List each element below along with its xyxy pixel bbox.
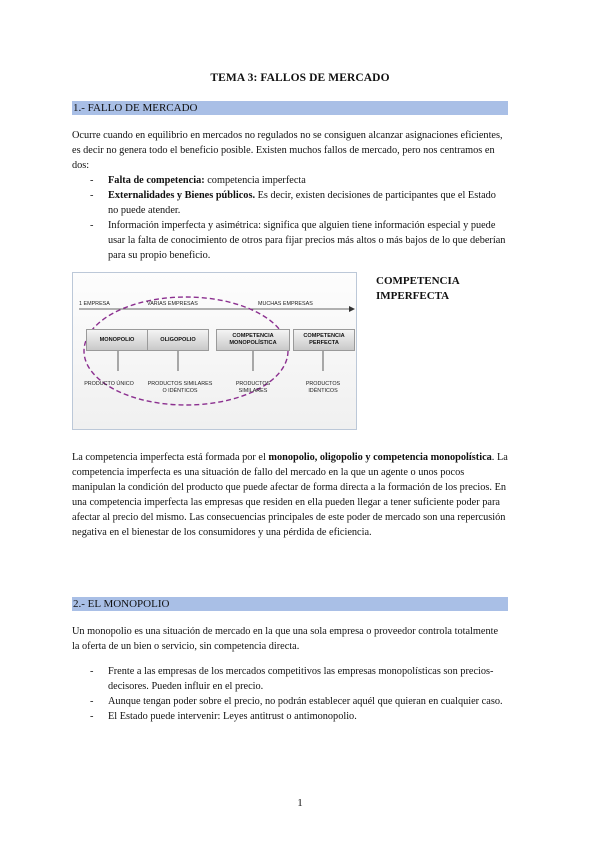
list-item: - Externalidades y Bienes públicos. Es decir, existen decisiones de participantes que el Estado no puede atender.: [72, 188, 508, 218]
list-item: - Frente a las empresas de los mercados competitivos las empresas monopolísticas son precios-decisores. Pueden influir en el precio.: [72, 664, 508, 694]
list-item: - Aunque tengan poder sobre el precio, no podrán establecer aquél que quieran en cualquier caso.: [72, 694, 508, 709]
diagram-lines: [73, 273, 358, 431]
box-monopolio: MONOPOLIO: [86, 329, 148, 351]
section2-bullet-list: [72, 664, 508, 724]
section1-body: [72, 128, 508, 263]
box-competencia-perfecta: COMPETENCIA PERFECTA: [293, 329, 355, 351]
list-item: - El Estado puede intervenir: Leyes antitrust o antimonopolio.: [72, 709, 508, 724]
page-number: 1: [297, 797, 303, 809]
axis-label-many: MUCHAS EMPRESAS: [258, 301, 313, 307]
product-label-similar: PRODUCTOS SIMILARES: [235, 381, 271, 394]
axis-label-several: VARIAS EMPRESAS: [147, 301, 198, 307]
list-item: - Información imperfecta y asimétrica: significa que alguien tiene información especial y puede usar la falta de conocimiento de otros para fijar precios más altos o más bajos de lo que deberían para su propio beneficio.: [72, 218, 508, 263]
box-competencia-monopolistica: COMPETENCIA MONOPOLÍSTICA: [216, 329, 290, 351]
list-item: - Falta de competencia: competencia imperfecta: [72, 173, 508, 188]
product-label-identical: PRODUCTOS IDÉNTICOS: [305, 381, 341, 394]
section1-bullet-list: [72, 173, 508, 263]
box-oligopolio: OLIGOPOLIO: [147, 329, 209, 351]
section1-intro: Ocurre cuando en equilibrio en mercados no regulados no se consiguen alcanzar asignaciones eficientes, es decir no genera todo el beneficio posible. Existen muchos fallos de mercado, pero nos centramos en dos:: [72, 130, 503, 171]
product-label-similar-identical: PRODUCTOS SIMILARES O IDÉNTICOS: [147, 381, 213, 394]
section2-body: [72, 664, 508, 724]
axis-label-one: 1 EMPRESA: [79, 301, 110, 307]
section2-intro: Un monopolio es una situación de mercado en la que una sola empresa o proveedor controla totalmente la oferta de un bien o servicio, sin competencia directa.: [72, 626, 499, 652]
product-label-unique: PRODUCTO ÚNICO: [84, 381, 134, 387]
figure-label: COMPETENCIA IMPERFECTA: [376, 275, 460, 302]
page-title: TEMA 3: FALLOS DE MERCADO: [210, 72, 390, 84]
section-heading-2: 2.- EL MONOPOLIO: [72, 597, 508, 611]
competition-diagram: [72, 272, 357, 430]
paragraph-competencia: La competencia imperfecta está formada por el monopolio, oligopolio y competencia monopolística. La competencia imperfecta es una situación de fallo del mercado en la que un agente o unos pocos manipulan la condición del producto que puede afectar de forma directa a la formación de los precios. En una competencia imperfecta las empresas que residen en ella pueden llegar a tener suficiente poder para afectar al precio del mismo. Las consecuencias principales de este poder de mercado son una repercusión negativa en el bienestar de los consumidores y una pérdida de eficiencia.: [72, 452, 508, 538]
section-heading-1: 1.- FALLO DE MERCADO: [72, 101, 508, 115]
